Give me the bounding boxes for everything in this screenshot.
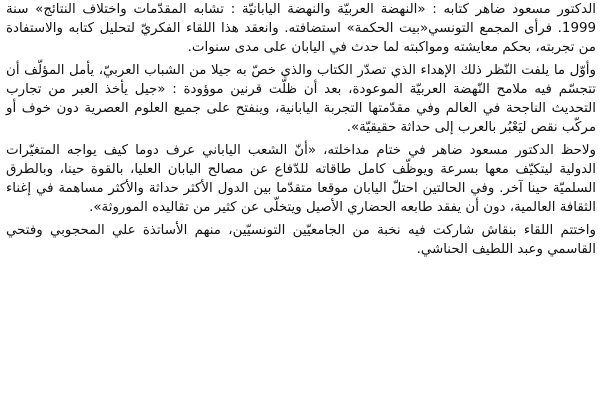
paragraph-dedication: وأوّل ما يلفت النّظر ذلك الإهداء الذي تصدّر الكتاب والذي خصّ به جيلا من الشباب العربيّ، يأمل المؤلّف أن تتجسّم فيه ملامح النّهضة العربيّة الموعودة، بعد أن ظلّت قرنين موؤودة : «جيل يأخذ العبر من تجارب التحديث الناجحة في العالم وفي مقدّمتها التجربة اليابانية، وينفتح على جميع العلوم العصرية دون خوف أو مركّب نقص ليَعْبُر بالعرب إلى حداثة حقيقيّة».	[6, 63, 596, 135]
paragraph-discussion: واختتم اللقاء بنقاش شاركت فيه نخبة من الجامعيّين التونسيّين، منهم الأساتذة علي المحجوبي وفتحي القاسمي وعبد اللطيف الحناشي.	[6, 223, 596, 257]
paragraph-book-introduction: الدكتور مسعود ضاهر كتابه : «النهضة العربيّة والنهضة اليابانيّة : تشابه المقدّمات واختلاف النتائج» سنة 1999. فرأى المجمع التونسي«بيت الحكمة» استضافته. وانعقد هذا اللقاء الفكريّ لتحليل كتابه والاستفادة من تجربته، بحكم معايشته ومواكبته لما حدث في اليابان على مدى سنوات.	[6, 2, 596, 55]
paragraph-conclusion-quote: ولاحظ الدكتور مسعود ضاهر في ختام مداخلته، «أنّ الشعب الياباني عرف دوما كيف يواجه المتغيّرات الدولية ليتكيّف معها بسرعة ويوظّف كامل طاقاته للدّفاع عن مصالح اليابان العليا، بالقوة حينا، وبالطرق السلميّة حينا آخر. وفي الحالتين احتلّ اليابان موقعا متقدّما بين الدول الأكثر حداثة والأكثر مساهمة في إغناء الثقافة العالمية، دون أن يفقد طابعه الحضاري الأصيل ويتخلّى عن كثير من تقاليده الموروثة».	[6, 143, 596, 215]
